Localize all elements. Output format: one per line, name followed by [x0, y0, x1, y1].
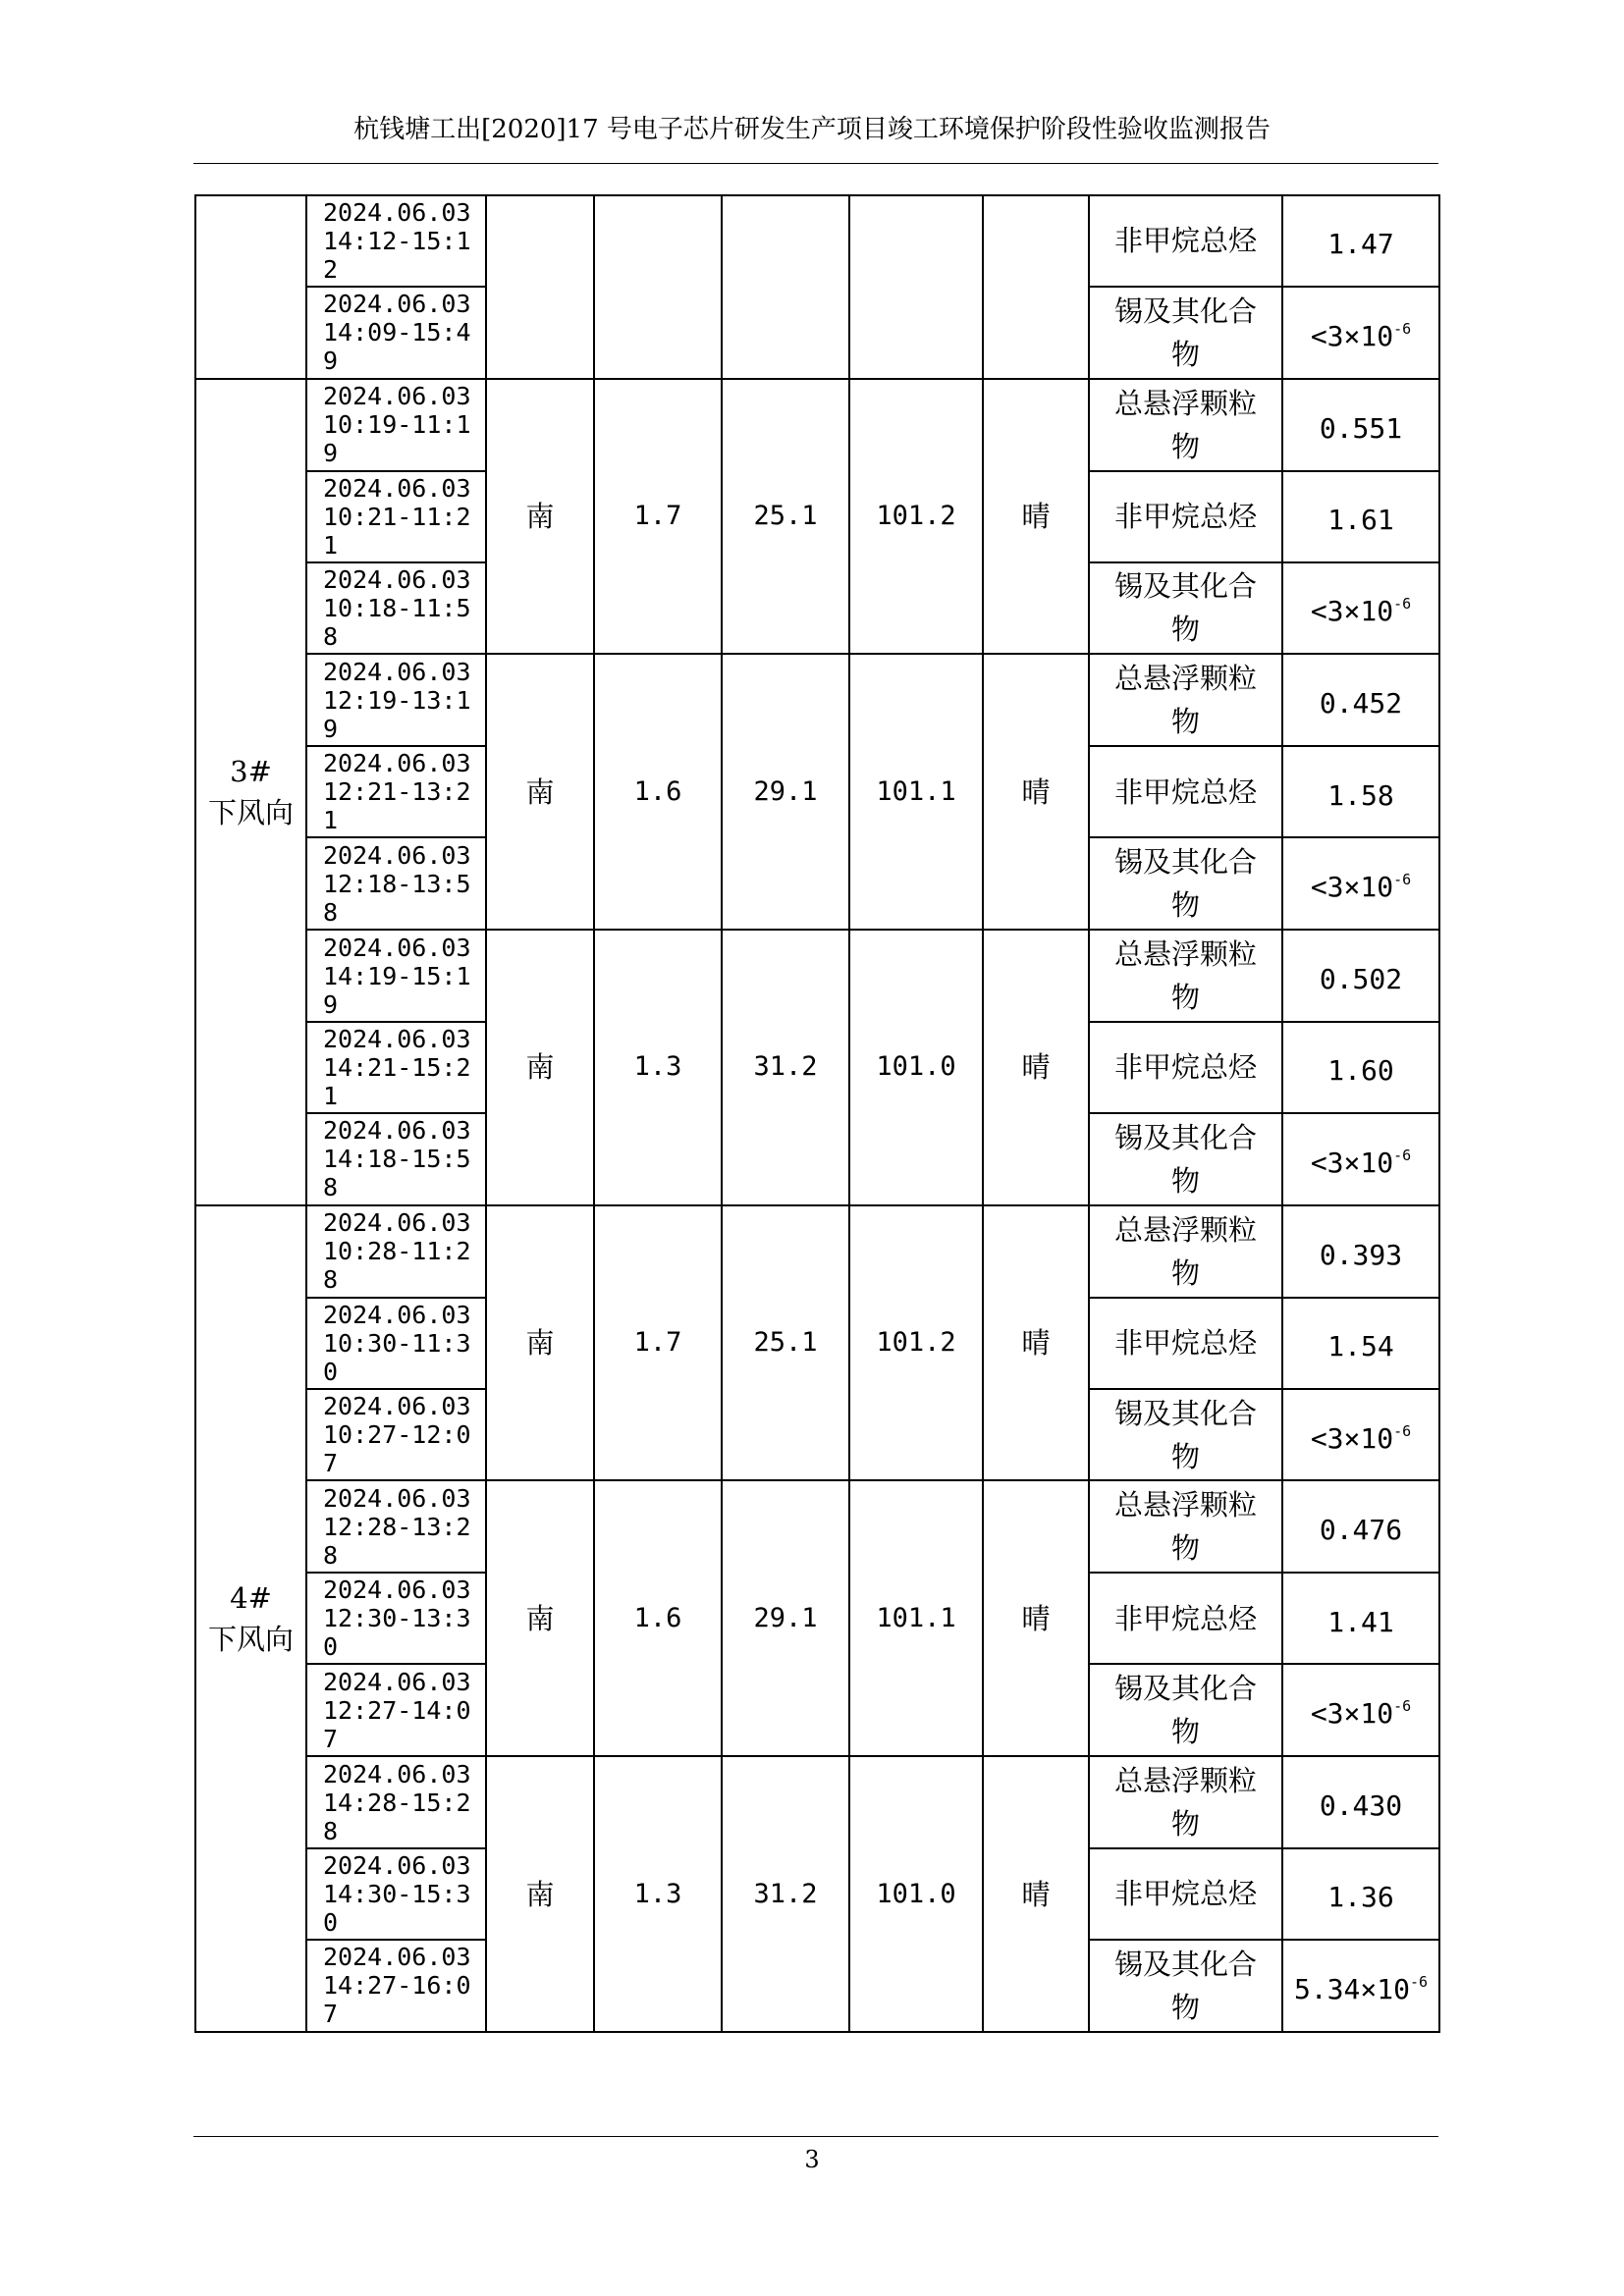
weather-cell: 晴 — [983, 930, 1089, 1205]
air-pressure-cell: 101.1 — [849, 1480, 983, 1756]
test-item-cell — [1089, 1848, 1282, 1940]
sampling-time-cell — [306, 1664, 486, 1756]
test-item-cell — [1089, 1298, 1282, 1389]
table-row — [195, 1756, 1439, 1848]
wind-speed-cell — [594, 195, 722, 379]
wind-direction-cell — [486, 195, 594, 379]
result-value-cell — [1282, 1205, 1439, 1298]
air-pressure-cell — [849, 195, 983, 379]
sampling-time: 2024.06.03 10:30-11:30 — [323, 1300, 471, 1386]
test-item-cell — [1089, 1389, 1282, 1481]
result-value: 1.47 — [1327, 228, 1394, 261]
result-value: 5.34×10 — [1293, 1972, 1410, 2005]
result-value: 1.60 — [1327, 1054, 1394, 1088]
result-value: 1.54 — [1327, 1330, 1394, 1363]
result-value-cell — [1282, 379, 1439, 471]
monitoring-point-cell — [195, 195, 306, 379]
temperature-cell: 31.2 — [722, 930, 849, 1205]
monitoring-point-label: 4# — [230, 1580, 272, 1615]
sampling-time-cell — [306, 1940, 486, 2032]
sampling-time: 2024.06.03 12:30-13:30 — [323, 1575, 471, 1662]
sampling-time: 2024.06.03 14:21-15:21 — [323, 1024, 471, 1110]
temperature-cell: 25.1 — [722, 1205, 849, 1481]
sampling-time: 2024.06.03 14:09-15:49 — [323, 290, 471, 376]
result-value: 0.430 — [1319, 1789, 1403, 1823]
footer-rule — [193, 2136, 1438, 2137]
page-number: 3 — [804, 2146, 820, 2173]
result-value-cell — [1282, 837, 1439, 930]
air-pressure-cell: 101.2 — [849, 1205, 983, 1481]
result-value-cell — [1282, 1940, 1439, 2032]
air-pressure-cell: 101.1 — [849, 654, 983, 930]
test-item-cell — [1089, 379, 1282, 471]
table-row — [195, 379, 1439, 471]
result-value: 0.502 — [1319, 963, 1403, 996]
sampling-time: 2024.06.03 12:18-13:58 — [323, 840, 471, 927]
weather-cell: 晴 — [983, 379, 1089, 655]
temperature-cell — [722, 195, 849, 379]
test-item-cell — [1089, 746, 1282, 837]
test-item-cell — [1089, 654, 1282, 746]
result-value-cell — [1282, 1756, 1439, 1848]
result-exponent: -6 — [1393, 319, 1412, 338]
test-item: 锡及其化合物 — [1113, 1120, 1257, 1198]
monitoring-point-label: 下风向 — [207, 795, 294, 829]
test-item-cell — [1089, 1573, 1282, 1664]
weather-cell: 晴 — [983, 1480, 1089, 1756]
sampling-time: 2024.06.03 14:19-15:19 — [323, 933, 471, 1019]
result-value-cell — [1282, 654, 1439, 746]
wind-speed-cell: 1.6 — [594, 654, 722, 930]
result-value: <3×10 — [1310, 319, 1394, 352]
sampling-time: 2024.06.03 10:18-11:58 — [323, 564, 471, 651]
result-value-cell — [1282, 1113, 1439, 1205]
test-item-cell — [1089, 1756, 1282, 1848]
test-item: 非甲烷总烃 — [1113, 224, 1257, 258]
wind-speed-cell: 1.7 — [594, 379, 722, 655]
sampling-time-cell — [306, 287, 486, 379]
wind-speed-cell: 1.3 — [594, 1756, 722, 2032]
result-exponent: -6 — [1393, 1146, 1412, 1164]
result-value: 1.58 — [1327, 778, 1394, 812]
sampling-time: 2024.06.03 12:21-13:21 — [323, 749, 471, 835]
result-value: <3×10 — [1310, 1146, 1394, 1179]
result-value: <3×10 — [1310, 1697, 1394, 1731]
result-value-cell — [1282, 471, 1439, 562]
wind-direction-cell: 南 — [486, 654, 594, 930]
page-header-title: 杭钱塘工出[2020]17 号电子芯片研发生产项目竣工环境保护阶段性验收监测报告 — [353, 115, 1271, 144]
sampling-time-cell — [306, 379, 486, 471]
wind-direction-cell: 南 — [486, 1205, 594, 1481]
test-item: 非甲烷总烃 — [1113, 774, 1257, 809]
test-item: 锡及其化合物 — [1113, 845, 1257, 923]
table-row — [195, 930, 1439, 1022]
monitoring-point-label: 3# — [230, 754, 272, 788]
sampling-time: 2024.06.03 14:28-15:28 — [323, 1759, 471, 1845]
test-item-cell — [1089, 1205, 1282, 1298]
sampling-time-cell — [306, 1113, 486, 1205]
table-row — [195, 654, 1439, 746]
test-item: 总悬浮颗粒物 — [1113, 386, 1257, 463]
test-item: 总悬浮颗粒物 — [1113, 1764, 1257, 1842]
result-value: 0.452 — [1319, 687, 1403, 721]
test-item: 总悬浮颗粒物 — [1113, 937, 1257, 1015]
result-value: 1.41 — [1327, 1605, 1394, 1638]
result-value-cell — [1282, 287, 1439, 379]
wind-speed-cell: 1.3 — [594, 930, 722, 1205]
temperature-cell: 29.1 — [722, 654, 849, 930]
monitoring-point-label: 下风向 — [207, 1622, 294, 1656]
sampling-time-cell — [306, 1848, 486, 1940]
table-row — [195, 195, 1439, 287]
monitoring-results-table — [194, 194, 1440, 2033]
result-value-cell — [1282, 1664, 1439, 1756]
sampling-time-cell — [306, 1480, 486, 1573]
sampling-time: 2024.06.03 10:27-12:07 — [323, 1392, 471, 1477]
wind-speed-cell: 1.6 — [594, 1480, 722, 1756]
result-exponent: -6 — [1393, 1697, 1412, 1716]
temperature-cell: 25.1 — [722, 379, 849, 655]
sampling-time-cell — [306, 1205, 486, 1298]
sampling-time: 2024.06.03 14:18-15:58 — [323, 1116, 471, 1202]
test-item: 总悬浮颗粒物 — [1113, 1488, 1257, 1566]
result-value: 0.551 — [1319, 411, 1403, 445]
result-value-cell — [1282, 1848, 1439, 1940]
monitoring-point-cell — [195, 379, 306, 1205]
sampling-time-cell — [306, 562, 486, 655]
result-value: <3×10 — [1310, 871, 1394, 904]
wind-speed-cell: 1.7 — [594, 1205, 722, 1481]
test-item-cell — [1089, 1480, 1282, 1573]
sampling-time: 2024.06.03 14:27-16:07 — [323, 1943, 471, 2029]
result-value-cell — [1282, 930, 1439, 1022]
sampling-time-cell — [306, 1389, 486, 1481]
result-exponent: -6 — [1409, 1972, 1429, 1991]
test-item: 非甲烷总烃 — [1113, 500, 1257, 534]
sampling-time: 2024.06.03 10:28-11:28 — [323, 1208, 471, 1295]
test-item-cell — [1089, 1940, 1282, 2032]
sampling-time: 2024.06.03 12:19-13:19 — [323, 657, 471, 743]
sampling-time: 2024.06.03 12:28-13:28 — [323, 1483, 471, 1570]
test-item-cell — [1089, 1664, 1282, 1756]
weather-cell: 晴 — [983, 1756, 1089, 2032]
test-item-cell — [1089, 562, 1282, 655]
test-item: 锡及其化合物 — [1113, 1396, 1257, 1473]
result-exponent: -6 — [1393, 1421, 1412, 1440]
result-value: 0.393 — [1319, 1238, 1403, 1271]
result-value: <3×10 — [1310, 595, 1394, 628]
sampling-time: 2024.06.03 10:19-11:19 — [323, 382, 471, 468]
test-item: 非甲烷总烃 — [1113, 1326, 1257, 1361]
result-value-cell — [1282, 1389, 1439, 1481]
result-value-cell — [1282, 195, 1439, 287]
result-value-cell — [1282, 562, 1439, 655]
wind-direction-cell: 南 — [486, 930, 594, 1205]
air-pressure-cell: 101.0 — [849, 1756, 983, 2032]
sampling-time: 2024.06.03 14:30-15:30 — [323, 1850, 471, 1937]
test-item: 非甲烷总烃 — [1113, 1877, 1257, 1911]
wind-direction-cell: 南 — [486, 379, 594, 655]
test-item-cell — [1089, 1113, 1282, 1205]
test-item-cell — [1089, 930, 1282, 1022]
test-item-cell — [1089, 1022, 1282, 1113]
air-pressure-cell: 101.2 — [849, 379, 983, 655]
sampling-time: 2024.06.03 14:12-15:12 — [323, 197, 471, 284]
result-value: 1.36 — [1327, 1881, 1394, 1914]
result-value-cell — [1282, 1022, 1439, 1113]
test-item-cell — [1089, 837, 1282, 930]
table-body — [195, 195, 1439, 2032]
sampling-time-cell — [306, 1756, 486, 1848]
test-item: 非甲烷总烃 — [1113, 1050, 1257, 1085]
sampling-time-cell — [306, 1573, 486, 1664]
sampling-time-cell — [306, 930, 486, 1022]
air-pressure-cell: 101.0 — [849, 930, 983, 1205]
test-item-cell — [1089, 287, 1282, 379]
test-item-cell — [1089, 471, 1282, 562]
sampling-time: 2024.06.03 12:27-14:07 — [323, 1667, 471, 1753]
test-item: 非甲烷总烃 — [1113, 1601, 1257, 1635]
temperature-cell: 29.1 — [722, 1480, 849, 1756]
result-value: 0.476 — [1319, 1514, 1403, 1547]
temperature-cell: 31.2 — [722, 1756, 849, 2032]
table-row — [195, 1205, 1439, 1298]
test-item-cell — [1089, 195, 1282, 287]
test-item: 总悬浮颗粒物 — [1113, 1212, 1257, 1290]
header-rule — [193, 163, 1438, 164]
result-exponent: -6 — [1393, 595, 1412, 614]
monitoring-point-cell — [195, 1205, 306, 2032]
table-row — [195, 1480, 1439, 1573]
sampling-time-cell — [306, 1022, 486, 1113]
sampling-time-cell — [306, 654, 486, 746]
result-value: <3×10 — [1310, 1421, 1394, 1455]
weather-cell — [983, 195, 1089, 379]
test-item: 锡及其化合物 — [1113, 1672, 1257, 1749]
result-exponent: -6 — [1393, 871, 1412, 889]
result-value-cell — [1282, 1480, 1439, 1573]
test-item: 锡及其化合物 — [1113, 294, 1257, 371]
sampling-time-cell — [306, 1298, 486, 1389]
test-item: 锡及其化合物 — [1113, 569, 1257, 647]
sampling-time-cell — [306, 195, 486, 287]
result-value: 1.61 — [1327, 504, 1394, 537]
result-value-cell — [1282, 746, 1439, 837]
weather-cell: 晴 — [983, 1205, 1089, 1481]
sampling-time-cell — [306, 837, 486, 930]
test-item: 总悬浮颗粒物 — [1113, 662, 1257, 739]
wind-direction-cell: 南 — [486, 1480, 594, 1756]
weather-cell: 晴 — [983, 654, 1089, 930]
test-item: 锡及其化合物 — [1113, 1947, 1257, 2024]
result-value-cell — [1282, 1298, 1439, 1389]
result-value-cell — [1282, 1573, 1439, 1664]
wind-direction-cell: 南 — [486, 1756, 594, 2032]
sampling-time-cell — [306, 471, 486, 562]
sampling-time-cell — [306, 746, 486, 837]
sampling-time: 2024.06.03 10:21-11:21 — [323, 473, 471, 560]
